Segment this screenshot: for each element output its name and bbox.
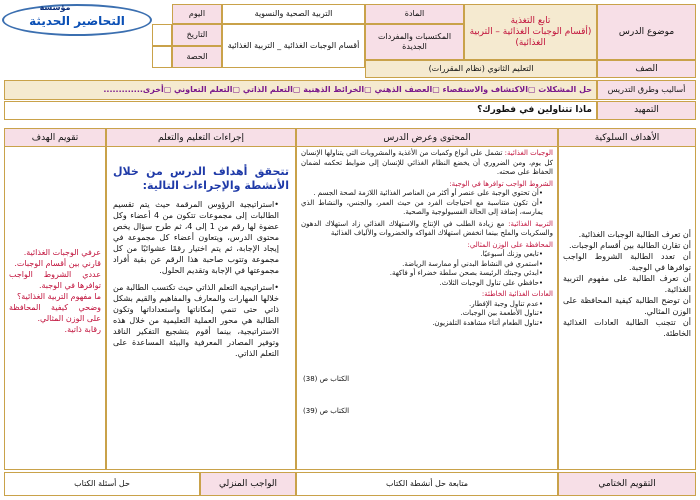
book-reference-2: الكتاب ص (39) (303, 407, 350, 415)
habit-item: • تناول الأطعمة بين الوجبات. (301, 309, 543, 319)
habit-item: • عدم تناول وجبة الإفطار. (301, 300, 543, 310)
content-body (301, 149, 553, 328)
weight-item: • حافظي على تناول الوجبات الثلاث. (301, 279, 543, 289)
procedures-heading: تتحقق أهداف الدرس من خلال الأنشطة والإجراءات التالية: (113, 165, 289, 192)
logo-name: التحاضير الحديثة (29, 14, 125, 28)
evaluation-list (9, 247, 101, 335)
strategy-item: • استراتيجية الرؤوس المرقمة حيث يتم تقسيم الطالبات إلى مجموعات تتكون من 4 أعضاء وكل عضوة لها رقم من 1 إلى 4، ثم طرح سؤال يخص محتوى الدرس، ويتعاون أعضاء كل مجموعة في إيجاد الإجابة، ثم يتم اختيار رقمًا عشوائيًا من كل مجموعة وتتوب صاحبة هذا الرقم عن بقية أفراد مجموعتها في الإجابة وتقديم الحلول. (113, 199, 279, 276)
evaluation-item: عددي الشروط الواجب توافرها في الوجبة. (9, 270, 101, 290)
procedures-title: إجراءات التعليم والتعلم (107, 129, 295, 147)
weight-item: • ابدئي وجبتك الرئيسة بصحن سلطة خضراء أو فاكهة. (301, 269, 543, 279)
evaluation-title: تقويم الهدف (5, 129, 105, 147)
strategy-item: • استراتيجية التعلم الذاتي حيث تكتسب الطالبة من خلالها المهارات والمعارف والمفاهيم والقيم بشكل ذاتي حتى تنمي إمكاناتها واستعداداتها وتكون الطالبة هي محور العملية التعليمية من خلال هذه الاستراتيجية، بينما أقوم بتشجيع التفكير الناقد وتوفير المصادر المعرفية والبيئة المساعدة على التعلم الذاتي. (113, 282, 279, 359)
objective-item: أن تعرف الطالبة على مفهوم التربية الغذائية. (563, 274, 691, 294)
subject-label: المادة (365, 4, 464, 24)
meals-heading: الوجبات الغذائية: (504, 149, 553, 157)
logo (2, 2, 152, 38)
meals-text: تشمل على أنواع وكميات من الأغذية والمشروبات التي يتناولها الإنسان كل يوم، ومن الضروري أن يخضع النظام الغذائي للإنسان إلى ضوابط تحكمه لضمان الحفاظ على صحته. (300, 149, 553, 176)
objectives-column (558, 128, 696, 470)
evaluation-item: عرفي الوجبات الغذائية. (23, 248, 101, 257)
condition-item: • أن تكون متناسبة مع احتياجات الفرد من حيث العمر، والجنس، والنشاط الذي يمارسه، إضافة إلى الحالة الفسيولوجية والصحية. (301, 199, 543, 218)
homework-label: الواجب المنزلي (200, 472, 296, 496)
objectives-title: الأهداف السلوكية (559, 129, 695, 147)
concepts-label: المكتسبات والمفردات الجديدة (365, 24, 464, 60)
date-value (152, 24, 172, 46)
objective-item: أن تعدد الطالبة الشروط الواجب توافرها في الوجبة. (563, 252, 691, 272)
content-column (296, 128, 558, 470)
objective-item: أن تقارن الطالبة بين أقسام الوجبات. (568, 241, 691, 250)
date-label: التاريخ (172, 24, 222, 46)
objective-item: أن تتجنب الطالبة العادات الغذائية الخاطئة. (563, 318, 691, 338)
logo-top-text: مؤسسة (39, 3, 71, 12)
evaluation-item: وضحي كيفية المحافظة على الوزن المثالي. (9, 303, 101, 323)
content-title: المحتوى وعرض الدرس (297, 129, 557, 147)
procedures-column (106, 128, 296, 470)
topic-value: تابع التغذية (أقسام الوجبات الغذائية – التربية الغذائية) (464, 4, 597, 60)
evaluation-item: قارني بين أقسام الوجبات. (14, 259, 101, 268)
meal-conditions-heading: الشروط الواجب توافرها في الوجبة: (449, 179, 553, 188)
evaluation-item: رقابة ذاتية. (64, 325, 101, 334)
concepts-value: أقسام الوجبات الغذائية _ التربية الغذائية (222, 24, 365, 68)
condition-item: • أن تحتوي الوجبة على عنصر أو أكثر من العناصر الغذائية اللازمة لصحة الجسم . (301, 189, 543, 199)
subject-value: التربية الصحية والنسوية (222, 4, 365, 24)
period-value (152, 46, 172, 68)
homework-value: حل أسئلة الكتاب (4, 472, 200, 496)
topic-label: موضوع الدرس (597, 4, 696, 60)
food-education-heading: التربية الغذائية: (508, 219, 553, 228)
weight-item: • استمري في النشاط البدني أو ممارسة الرياضة. (301, 260, 543, 270)
grade-value: التعليم الثانوي (نظام المقررات) (365, 60, 597, 78)
methods-value: حل المشكلات ▢الاكتشاف والاستقصاء ▢العصف الذهني ▢الخرائط الذهنية ▢التعلم الذاتي ▢التعلم التعاوني ▢أخرى............. (4, 80, 597, 100)
period-label: الحصة (172, 46, 222, 68)
final-eval-label: التقويم الختامي (558, 472, 696, 496)
procedures-body (113, 165, 289, 359)
objective-item: أن تعرف الطالبة الوجبات الغذائية. (578, 230, 691, 239)
methods-label: أساليب وطرق التدريس (597, 80, 696, 100)
intro-value: ماذا تتناولين في فطورك؟ (4, 101, 597, 120)
book-reference-1: الكتاب ص (38) (303, 375, 350, 383)
food-education-text: مع زيادة الطلب في الإنتاج والاستهلاك الغذائي زاد استهلاك الدهون والسكريات والملح بينما انخفض استهلاك الفواكه والخضروات والألياف الغذائية (301, 219, 553, 237)
intro-label: التمهيد (597, 101, 696, 120)
bad-habits-heading: العادات الغذائية الخاطئة: (481, 290, 553, 298)
weight-item: • تابعي وزنك أسبوعيًا. (301, 250, 543, 260)
final-eval-value: متابعة حل أنشطة الكتاب (296, 472, 558, 496)
habit-item: • تناول الطعام أثناء مشاهدة التلفزيون. (301, 319, 543, 329)
ideal-weight-heading: المحافظة على الوزن المثالي: (467, 240, 553, 249)
grade-label: الصف (597, 60, 696, 78)
evaluation-column (4, 128, 106, 470)
day-label: اليوم (172, 4, 222, 24)
objective-item: أن توضح الطالبة كيفية المحافظة على الوزن المثالي. (563, 296, 691, 316)
objectives-list (563, 229, 691, 339)
evaluation-item: ما مفهوم التربية الغذائية؟ (17, 292, 101, 301)
